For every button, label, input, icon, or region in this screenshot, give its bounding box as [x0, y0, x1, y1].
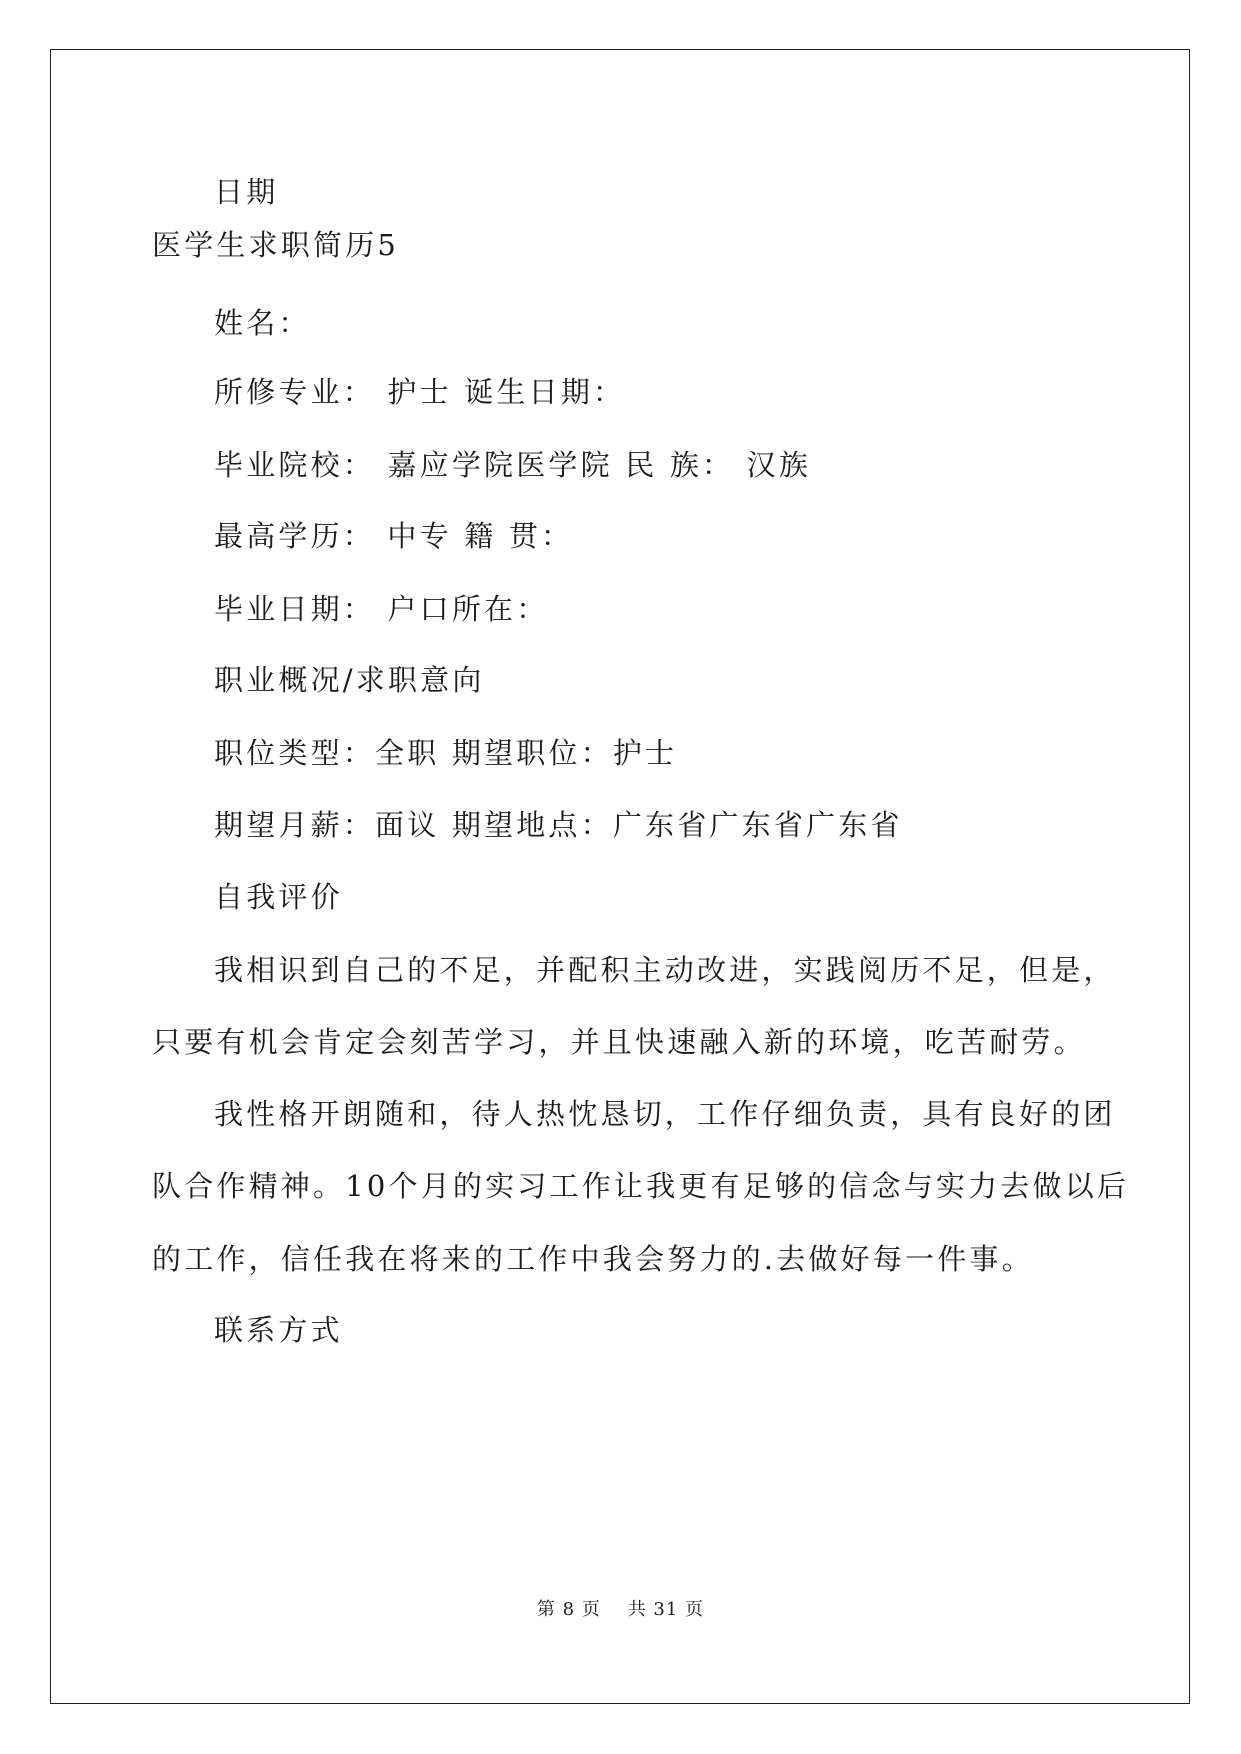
field-school-ethnicity: 毕业院校： 嘉应学院医学院 民 族： 汉族 [214, 448, 812, 482]
field-major-birthdate: 所修专业： 护士 诞生日期： [214, 375, 626, 409]
text-date-heading: 日期 [214, 175, 279, 209]
field-job-type-position: 职位类型：全职 期望职位：护士 [214, 736, 678, 770]
paragraph-1-line-1: 我相识到自己的不足，并配积主动改进，实践阅历不足，但是， [214, 953, 1116, 987]
field-graduation-residence: 毕业日期： 户口所在： [214, 592, 549, 626]
section-self-evaluation-heading: 自我评价 [214, 880, 343, 914]
paragraph-2-line-2: 队合作精神。10个月的实习工作让我更有足够的信念与实力去做以后 [152, 1169, 1130, 1203]
paragraph-1-line-2: 只要有机会肯定会刻苦学习，并且快速融入新的环境，吃苦耐劳。 [152, 1025, 1086, 1059]
resume-title: 医学生求职简历5 [152, 228, 400, 262]
section-career-heading: 职业概况/求职意向 [214, 663, 485, 697]
section-contact-heading: 联系方式 [214, 1313, 343, 1347]
field-education-origin: 最高学历： 中专 籍 贯： [214, 519, 574, 553]
page-number-footer: 第 8 页 共 31 页 [536, 1599, 705, 1620]
field-salary-location: 期望月薪：面议 期望地点：广东省广东省广东省 [214, 808, 903, 842]
field-name: 姓名： [214, 306, 311, 340]
paragraph-2-line-3: 的工作，信任我在将来的工作中我会努力的.去做好每一件事。 [152, 1242, 1034, 1276]
paragraph-2-line-1: 我性格开朗随和，待人热忱恳切，工作仔细负责，具有良好的团 [214, 1097, 1116, 1131]
